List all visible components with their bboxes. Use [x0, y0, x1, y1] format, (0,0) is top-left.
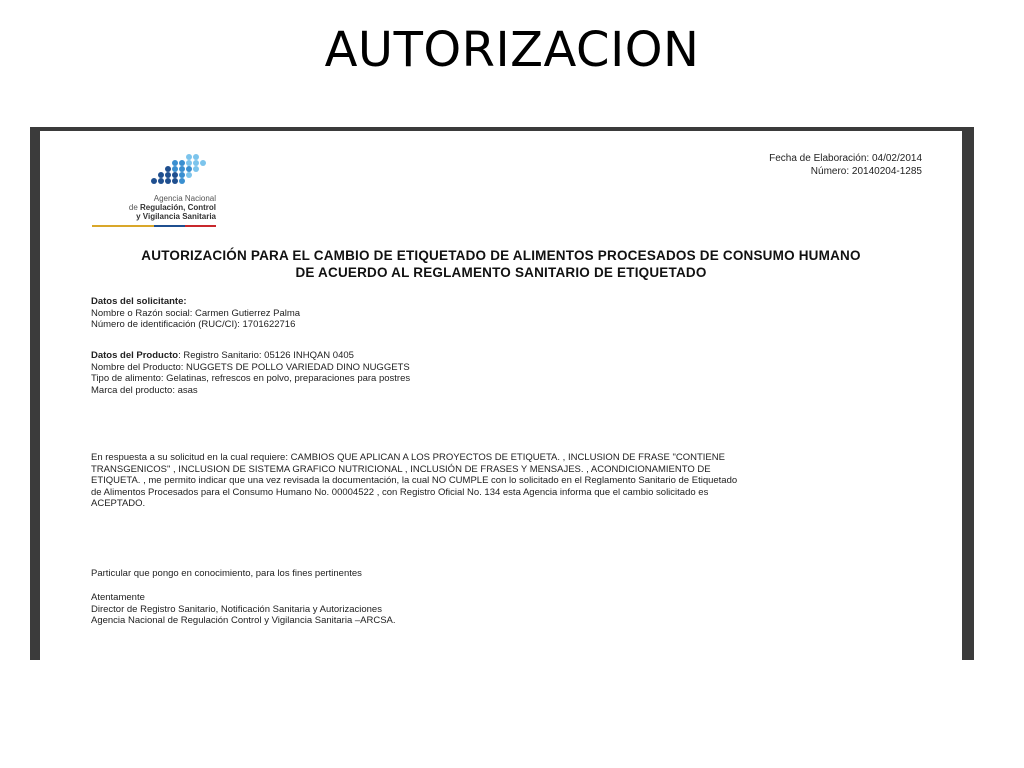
logo-dots-icon	[150, 154, 220, 192]
solicitante-label: Datos del solicitante:	[91, 296, 187, 307]
document-meta	[769, 152, 922, 178]
signature-block	[91, 592, 396, 627]
atentamente: Atentamente	[91, 592, 145, 603]
producto-nombre: Nombre del Producto: NUGGETS DE POLLO VARIEDAD DINO NUGGETS	[91, 361, 410, 373]
document-page	[40, 131, 962, 660]
respuesta-line: ACEPTADO.	[91, 498, 146, 510]
heading-line2: DE ACUERDO AL REGLAMENTO SANITARIO DE ETIQUETADO	[295, 265, 707, 280]
slide-title: AUTORIZACION	[324, 22, 700, 78]
producto-section	[91, 350, 410, 396]
respuesta-line: ETIQUETA. , me permito indicar que una vez revisada la documentación, la cual NO CUMPLE con lo solicitado en el Reglamento Sanitario de Etiquetado	[91, 475, 738, 487]
respuesta-line: de Alimentos Procesados para el Consumo Humano No. 00004522 , con Registro Oficial No. 134 esta Agencia informa que el cambio solicitado es	[91, 486, 709, 498]
fecha-elaboracion: Fecha de Elaboración: 04/02/2014	[769, 153, 922, 164]
solicitante-identificacion: Número de identificación (RUC/CI): 1701622716	[91, 319, 296, 331]
solicitante-section	[91, 296, 300, 331]
producto-registro: : Registro Sanitario: 05126 INHQAN 0405	[178, 350, 354, 361]
producto-marca: Marca del producto: asas	[91, 384, 198, 396]
arcsa-logo	[92, 154, 217, 234]
logo-line2-prefix: de	[128, 203, 140, 212]
producto-tipo: Tipo de alimento: Gelatinas, refrescos en polvo, preparaciones para postres	[91, 373, 411, 385]
logo-color-bar	[92, 225, 216, 227]
respuesta-line: TRANSGENICOS" , INCLUSION DE SISTEMA GRAFICO NUTRICIONAL , INCLUSIÓN DE FRASES Y MENSAJES. , ACONDICIONAMIENTO DE	[91, 463, 711, 475]
firma-line1: Director de Registro Sanitario, Notificación Sanitaria y Autorizaciones	[91, 603, 382, 615]
logo-line2-bold: Regulación, Control	[140, 203, 216, 212]
logo-text	[92, 194, 216, 221]
producto-label: Datos del Producto	[91, 350, 179, 361]
respuesta-line: En respuesta a su solicitud en la cual requiere: CAMBIOS QUE APLICAN A LOS PROYECTOS DE ETIQUETA. , INCLUSION DE FRASE "CONTIENE	[91, 452, 725, 463]
firma-line2: Agencia Nacional de Regulación Control y Vigilancia Sanitaria –ARCSA.	[91, 615, 396, 627]
closing-text: Particular que pongo en conocimiento, para los fines pertinentes	[91, 568, 362, 579]
numero-documento: Número: 20140204-1285	[810, 166, 922, 177]
solicitante-nombre: Nombre o Razón social: Carmen Gutierrez Palma	[91, 307, 301, 319]
heading-line1: AUTORIZACIÓN PARA EL CAMBIO DE ETIQUETADO DE ALIMENTOS PROCESADOS DE CONSUMO HUMANO	[141, 248, 861, 263]
logo-line1: Agencia Nacional	[153, 194, 216, 203]
respuesta-paragraph	[91, 452, 931, 510]
logo-line3: y Vigilancia Sanitaria	[136, 212, 216, 221]
document-heading	[80, 247, 922, 281]
